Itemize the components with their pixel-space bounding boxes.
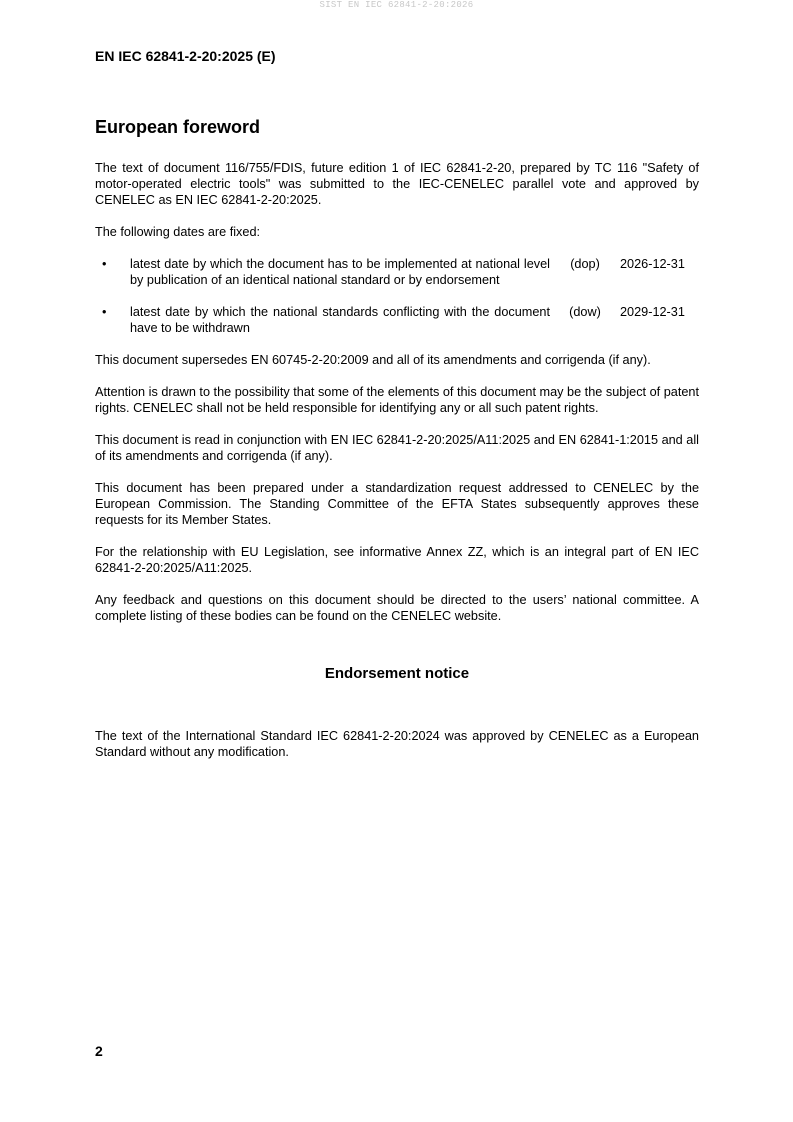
date-description: latest date by which the national standards conflicting with the document have to be withdrawn — [130, 305, 550, 335]
feedback-paragraph: Any feedback and questions on this document should be directed to the users’ national committee. A complete listing of these bodies can be found on the CENELEC website. — [95, 593, 699, 623]
mandate-paragraph: This document has been prepared under a standardization request addressed to CENELEC by the European Commission. The Standing Committee of the EFTA States subsequently approves these requests for its Member States. — [95, 481, 699, 527]
patent-paragraph: Attention is drawn to the possibility that some of the elements of this document may be the subject of patent rights. CENELEC shall not be held responsible for identifying any or all such patent rights. — [95, 385, 699, 415]
date-value: 2026-12-31 — [620, 257, 685, 271]
bullet-icon: • — [102, 305, 107, 319]
page-number: 2 — [95, 1043, 103, 1059]
foreword-title: European foreword — [95, 117, 261, 137]
document-id-header: EN IEC 62841-2-20:2025 (E) — [95, 48, 276, 64]
supersedes-paragraph: This document supersedes EN 60745-2-20:2009 and all of its amendments and corrigenda (if any). — [95, 353, 651, 367]
endorsement-text: The text of the International Standard IEC 62841-2-20:2024 was approved by CENELEC as a European Standard without any modification. — [95, 729, 699, 759]
bullet-icon: • — [102, 257, 107, 271]
endorsement-title: Endorsement notice — [324, 665, 470, 682]
dates-intro: The following dates are fixed: — [95, 225, 261, 239]
date-row-dow — [95, 304, 699, 336]
date-value: 2029-12-31 — [620, 305, 685, 319]
date-code: (dow) — [569, 305, 601, 319]
foreword-intro: The text of document 116/755/FDIS, future edition 1 of IEC 62841-2-20, prepared by TC 116 "Safety of motor-operated electric tools" was submitted to the IEC-CENELEC parallel vote and approved by CENELEC as EN IEC 62841-2-20:2025. — [95, 161, 699, 207]
date-description: latest date by which the document has to be implemented at national level by publication of an identical national standard or by endorsement — [130, 257, 550, 287]
watermark: SIST EN IEC 62841-2-20:2026 — [319, 0, 474, 10]
legislation-paragraph: For the relationship with EU Legislation, see informative Annex ZZ, which is an integral part of EN IEC 62841-2-20:2025/A11:2025. — [95, 545, 699, 575]
date-code: (dop) — [570, 257, 600, 271]
date-row-dop — [95, 256, 699, 288]
dates-list — [95, 256, 699, 336]
main-content — [95, 115, 699, 776]
conjunction-paragraph: This document is read in conjunction with EN IEC 62841-2-20:2025/A11:2025 and EN 62841-1:2015 and all of its amendments and corrigenda (if any). — [95, 433, 699, 463]
